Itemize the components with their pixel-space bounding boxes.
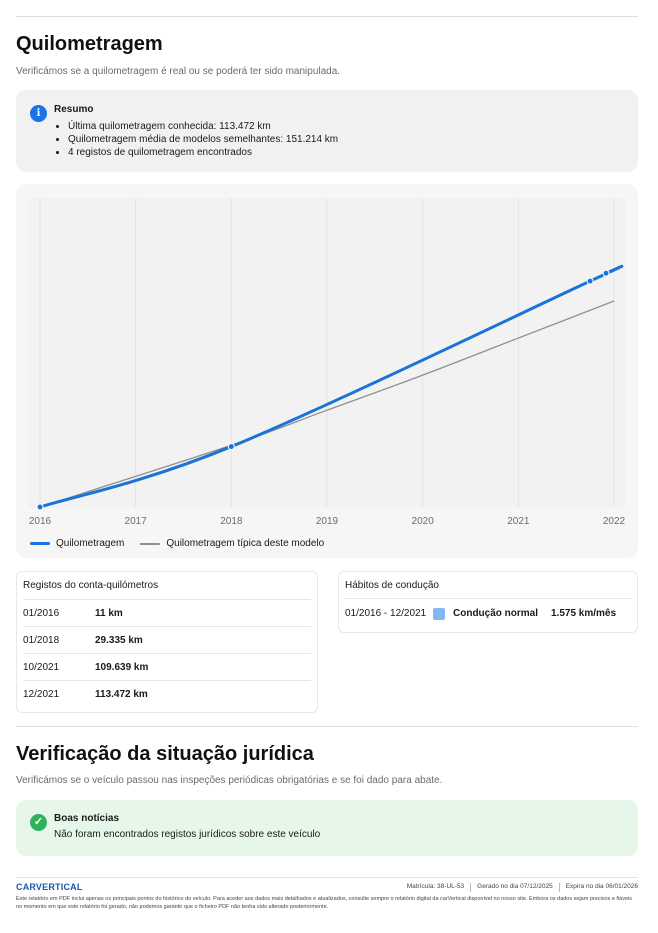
footer-plate: Matrícula: 38-UL-53 [406, 883, 465, 890]
x-tick-label: 2018 [220, 516, 243, 527]
habits-value: 1.575 km/mês [551, 608, 617, 619]
footer-separator [559, 883, 560, 892]
record-date: 01/2018 [23, 635, 60, 646]
summary-item: • Quilometragem média de modelos semelhantes: 151.214 km [68, 133, 338, 146]
mileage-chart-card [16, 184, 638, 558]
record-value: 29.335 km [95, 635, 143, 646]
legal-heading: Verificação da situação jurídica [16, 743, 314, 765]
mileage-subtitle: Verificámos se a quilometragem é real ou se poderá ter sido manipulada. [16, 66, 341, 77]
legend-label-mileage: Quilometragem [56, 538, 125, 549]
x-tick-label: 2021 [507, 516, 530, 527]
table-row [23, 653, 311, 680]
record-date: 10/2021 [23, 662, 60, 673]
footer-expires: Expira no dia 06/01/2026 [565, 883, 638, 890]
table-row [23, 599, 311, 626]
chart-legend [30, 538, 324, 549]
footer-generated: Gerado no dia 07/12/2025 [477, 883, 553, 890]
footer-divider [16, 877, 638, 878]
table-row [23, 626, 311, 653]
x-tick-label: 2020 [411, 516, 434, 527]
summary-list [68, 120, 338, 159]
footer-disclaimer: Este relatório em PDF inclui apenas os principais pontos do histórico do veículo. Para aceder aos dados mais detalhados e atualizados, consulte sempre o relatório digital da carVertical disponível no nosso site. Embora os dados sejam precisos e fiáveis no momento em que este relatório foi gerado, não podemos garantir que o ficheiro PDF não tenha sido alterado posteriormente. [16, 896, 633, 910]
summary-box [16, 90, 638, 172]
habits-period: 01/2016 - 12/2021 [345, 608, 427, 619]
record-value: 109.639 km [95, 662, 149, 673]
legal-subtitle: Verificámos se o veículo passou nas inspeções periódicas obrigatórias e se foi dado para abate. [16, 775, 443, 786]
mileage-point [587, 278, 593, 284]
check-icon: ✓ [30, 814, 47, 831]
driving-habits-card [338, 571, 638, 633]
mileage-point [37, 504, 43, 510]
table-row [23, 680, 311, 707]
legend-swatch-typical [140, 543, 160, 545]
good-news-title: Boas notícias [54, 813, 120, 824]
footer-meta [407, 883, 638, 892]
carvertical-logo: CARVERTICAL [16, 882, 83, 892]
footer-separator [470, 883, 471, 892]
summary-item: • 4 registos de quilometragem encontrados [68, 146, 338, 159]
mileage-point [228, 444, 234, 450]
legend-swatch-mileage [30, 542, 50, 545]
legend-label-typical: Quilometragem típica deste modelo [166, 538, 325, 549]
mileage-heading: Quilometragem [16, 33, 163, 55]
x-tick-label: 2019 [315, 516, 339, 527]
x-tick-label: 2017 [124, 516, 147, 527]
mileage-chart [16, 184, 638, 530]
x-tick-label: 2022 [602, 516, 626, 527]
odometer-records-title: Registos do conta-quilómetros [23, 580, 159, 591]
x-tick-label: 2016 [28, 516, 52, 527]
mileage-point [603, 270, 609, 276]
info-icon: i [30, 105, 47, 122]
record-date: 01/2016 [23, 608, 60, 619]
record-value: 113.472 km [95, 689, 148, 700]
summary-item: • Última quilometragem conhecida: 113.472 km [68, 120, 338, 133]
driving-habits-row [345, 598, 631, 628]
habits-label: Condução normal [453, 608, 539, 619]
good-news-text: Não foram encontrados registos jurídicos sobre este veículo [54, 829, 321, 840]
top-divider [16, 16, 638, 17]
driving-habits-title: Hábitos de condução [345, 580, 439, 591]
summary-title: Resumo [54, 104, 94, 115]
odometer-records-card [16, 571, 318, 713]
section-divider [16, 726, 638, 727]
good-news-box [16, 800, 638, 856]
habits-swatch [433, 608, 445, 620]
record-value: 11 km [95, 608, 123, 619]
record-date: 12/2021 [23, 689, 60, 700]
